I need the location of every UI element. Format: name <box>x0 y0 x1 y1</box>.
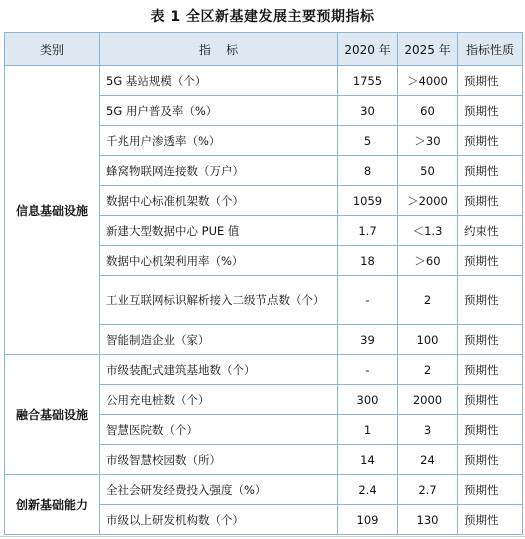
indicator-cell: 市级智慧校园数（所） <box>100 445 338 475</box>
value-2020-cell: 300 <box>338 385 398 415</box>
value-2020-cell: - <box>338 355 398 385</box>
nature-cell: 预期性 <box>458 186 523 216</box>
indicator-cell: 公用充电桩数（个） <box>100 385 338 415</box>
value-2025-cell: ＞30 <box>398 126 458 156</box>
header-indicator: 指 标 <box>100 33 338 66</box>
value-2025-cell: 24 <box>398 445 458 475</box>
indicator-cell: 数据中心标准机架数（个） <box>100 186 338 216</box>
value-2025-cell: 2000 <box>398 385 458 415</box>
table-body <box>5 66 523 535</box>
indicator-cell: 千兆用户渗透率（%） <box>100 126 338 156</box>
value-2025-cell: ＞60 <box>398 246 458 276</box>
header-row <box>5 33 523 66</box>
header-nature: 指标性质 <box>458 33 523 66</box>
table-row <box>5 475 523 505</box>
table-row <box>5 355 523 385</box>
value-2020-cell: 1.7 <box>338 216 398 246</box>
indicator-cell: 5G 基站规模（个） <box>100 66 338 96</box>
value-2020-cell: - <box>338 276 398 325</box>
value-2020-cell: 1059 <box>338 186 398 216</box>
value-2025-cell: 60 <box>398 96 458 126</box>
nature-cell: 预期性 <box>458 505 523 535</box>
nature-cell: 预期性 <box>458 246 523 276</box>
value-2020-cell: 18 <box>338 246 398 276</box>
indicator-cell: 5G 用户普及率（%） <box>100 96 338 126</box>
indicator-cell: 新建大型数据中心 PUE 值 <box>100 216 338 246</box>
value-2025-cell: 130 <box>398 505 458 535</box>
value-2025-cell: ＞2000 <box>398 186 458 216</box>
indicator-cell: 工业互联网标识解析接入二级节点数（个） <box>100 276 338 325</box>
header-2020: 2020 年 <box>338 33 398 66</box>
nature-cell: 预期性 <box>458 325 523 355</box>
nature-cell: 预期性 <box>458 276 523 325</box>
value-2025-cell: 2 <box>398 355 458 385</box>
indicator-cell: 全社会研发经费投入强度（%） <box>100 475 338 505</box>
nature-cell: 预期性 <box>458 385 523 415</box>
value-2020-cell: 2.4 <box>338 475 398 505</box>
indicator-cell: 蜂窝物联网连接数（万户） <box>100 156 338 186</box>
value-2020-cell: 5 <box>338 126 398 156</box>
value-2025-cell: 2 <box>398 276 458 325</box>
value-2020-cell: 1755 <box>338 66 398 96</box>
indicator-cell: 市级以上研发机构数（个） <box>100 505 338 535</box>
category-cell: 融合基础设施 <box>5 355 100 475</box>
nature-cell: 预期性 <box>458 445 523 475</box>
table-title: 表 1 全区新基建发展主要预期指标 <box>150 9 375 25</box>
value-2025-cell: 2.7 <box>398 475 458 505</box>
value-2025-cell: 50 <box>398 156 458 186</box>
nature-cell: 预期性 <box>458 475 523 505</box>
nature-cell: 约束性 <box>458 216 523 246</box>
page-divider <box>0 536 525 537</box>
header-2025: 2025 年 <box>398 33 458 66</box>
value-2020-cell: 30 <box>338 96 398 126</box>
nature-cell: 预期性 <box>458 355 523 385</box>
indicator-cell: 智能制造企业（家） <box>100 325 338 355</box>
value-2025-cell: ＜1.3 <box>398 216 458 246</box>
nature-cell: 预期性 <box>458 96 523 126</box>
value-2020-cell: 8 <box>338 156 398 186</box>
category-cell: 创新基础能力 <box>5 475 100 535</box>
value-2020-cell: 39 <box>338 325 398 355</box>
header-category: 类别 <box>5 33 100 66</box>
nature-cell: 预期性 <box>458 66 523 96</box>
nature-cell: 预期性 <box>458 156 523 186</box>
category-cell: 信息基础设施 <box>5 66 100 355</box>
table-row <box>5 66 523 96</box>
value-2025-cell: ＞4000 <box>398 66 458 96</box>
value-2025-cell: 100 <box>398 325 458 355</box>
indicator-cell: 智慧医院数（个） <box>100 415 338 445</box>
value-2020-cell: 1 <box>338 415 398 445</box>
nature-cell: 预期性 <box>458 415 523 445</box>
value-2025-cell: 3 <box>398 415 458 445</box>
nature-cell: 预期性 <box>458 126 523 156</box>
indicator-cell: 数据中心机架利用率（%） <box>100 246 338 276</box>
value-2020-cell: 14 <box>338 445 398 475</box>
indicator-cell: 市级装配式建筑基地数（个） <box>100 355 338 385</box>
indicators-table <box>4 32 523 535</box>
table-header <box>5 33 523 66</box>
value-2020-cell: 109 <box>338 505 398 535</box>
